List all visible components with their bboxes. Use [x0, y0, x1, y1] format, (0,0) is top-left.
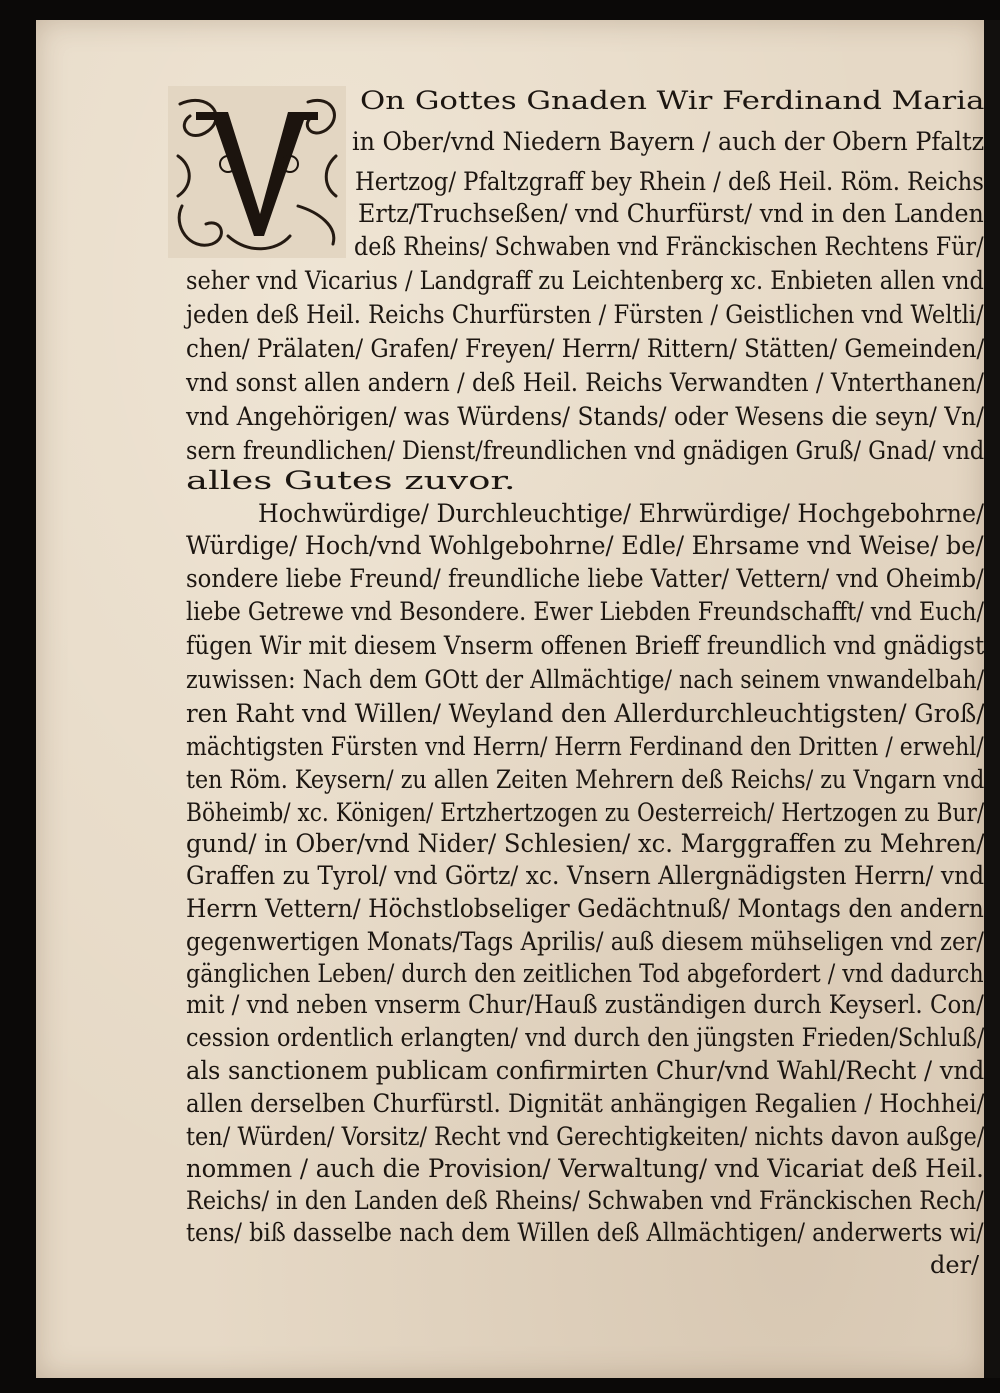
text-line: On Gottes Gnaden Wir Ferdinand Maria	[360, 86, 985, 115]
text-line: Hertzog/ Pfaltzgraff bey Rhein / deß Heil. Röm. Reichs	[355, 167, 984, 196]
text-line: Graffen zu Tyrol/ vnd Görtz/ xc. Vnsern Allergnädigsten Herrn/ vnd	[186, 861, 985, 890]
text-line: vnd Angehörigen/ was Würdens/ Stands/ oder Wesens die seyn/ Vn/	[186, 402, 985, 431]
text-line: zuwissen: Nach dem GOtt der Allmächtige/ nach seinem vnwandelbah/	[186, 665, 985, 694]
catchword: der/	[930, 1251, 980, 1279]
text-line: ten Röm. Keysern/ zu allen Zeiten Mehrern deß Reichs/ zu Vngarn vnd	[186, 765, 985, 794]
text-line: vnd sonst allen andern / deß Heil. Reichs Verwandten / Vnterthanen/	[186, 368, 984, 397]
text-line: als sanctionem publicam confirmirten Chur/vnd Wahl/Recht / vnd	[186, 1056, 985, 1085]
text-line: mächtigsten Fürsten vnd Herrn/ Herrn Ferdinand den Dritten / erwehl/	[186, 732, 984, 761]
text-line: chen/ Prälaten/ Grafen/ Freyen/ Herrn/ Rittern/ Stätten/ Gemeinden/	[186, 334, 985, 363]
text-line: Würdige/ Hoch/vnd Wohlgebohrne/ Edle/ Ehrsame vnd Weise/ be/	[186, 531, 984, 560]
text-line: nommen / auch die Provision/ Verwaltung/ vnd Vicariat deß Heil.	[186, 1154, 984, 1183]
text-line: mit / vnd neben vnserm Chur/Hauß zuständigen durch Keyserl. Con/	[186, 990, 984, 1019]
text-line: gänglichen Leben/ durch den zeitlichen Tod abgefordert / vnd dadurch	[186, 959, 984, 988]
text-line: fügen Wir mit diesem Vnserm offenen Brieff freundlich vnd gnädigst	[186, 631, 985, 660]
text-line: Herrn Vettern/ Höchstlobseliger Gedächtnuß/ Montags den andern	[186, 894, 984, 923]
text-line: alles Gutes zuvor.	[186, 466, 516, 495]
text-line: deß Rheins/ Schwaben vnd Fränckischen Rechtens Für/	[354, 232, 984, 261]
text-line: gegenwertigen Monats/Tags Aprilis/ auß diesem mühseligen vnd zer/	[186, 927, 984, 956]
text-line: Ertz/Truchseßen/ vnd Churfürst/ vnd in den Landen	[358, 199, 984, 228]
text-line: in Ober/vnd Niedern Bayern / auch der Obern Pfaltz	[352, 127, 985, 156]
text-line: Hochwürdige/ Durchleuchtige/ Ehrwürdige/ Hochgebohrne/	[258, 499, 985, 528]
text-line: ten/ Würden/ Vorsitz/ Recht vnd Gerechtigkeiten/ nichts davon außge/	[186, 1122, 985, 1151]
text-line: liebe Getrewe vnd Besondere. Ewer Liebden Freundschafft/ vnd Euch/	[186, 597, 984, 626]
text-line: sondere liebe Freund/ freundliche liebe Vatter/ Vettern/ vnd Oheimb/	[186, 564, 984, 593]
text-line: sern freundlichen/ Dienst/freundlichen vnd gnädigen Gruß/ Gnad/ vnd	[186, 436, 985, 465]
text-line: Böheimb/ xc. Königen/ Ertzhertzogen zu Oesterreich/ Hertzogen zu Bur/	[186, 798, 985, 827]
text-line: allen derselben Churfürstl. Dignität anhängigen Regalien / Hochhei/	[186, 1089, 985, 1118]
text-line: gund/ in Ober/vnd Nider/ Schlesien/ xc. Marggraffen zu Mehren/	[186, 829, 985, 858]
text-line: cession ordentlich erlangten/ vnd durch den jüngsten Frieden/Schluß/	[186, 1023, 985, 1052]
text-line: jeden deß Heil. Reichs Churfürsten / Fürsten / Geistlichen vnd Weltli/	[186, 300, 984, 329]
text-line: tens/ biß dasselbe nach dem Willen deß Allmächtigen/ anderwerts wi/	[186, 1218, 984, 1247]
text-line: Reichs/ in den Landen deß Rheins/ Schwaben vnd Fränckischen Rech/	[186, 1186, 984, 1215]
text-line: ren Raht vnd Willen/ Weyland den Allerdurchleuchtigsten/ Groß/	[186, 699, 985, 728]
text-line: seher vnd Vicarius / Landgraff zu Leichtenberg xc. Enbieten allen vnd	[186, 266, 984, 295]
